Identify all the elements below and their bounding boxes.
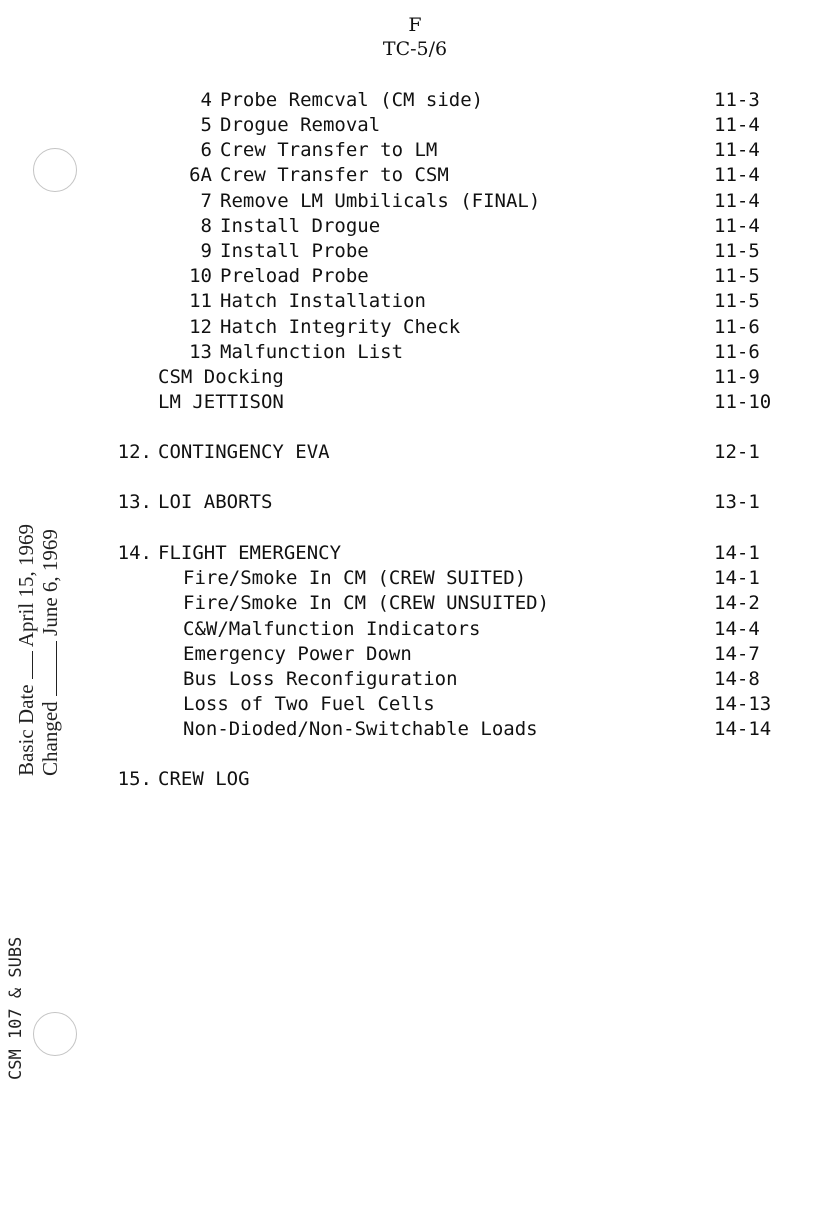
toc-label: CONTINGENCY EVA (158, 441, 330, 463)
toc-page: 14-1 (714, 567, 760, 589)
toc-page: 11-4 (714, 190, 760, 212)
toc-page: 11-5 (714, 290, 760, 312)
toc-number: 8 (200, 215, 212, 237)
toc-label: Malfunction List (220, 341, 404, 363)
toc-label: C&W/Malfunction Indicators (183, 618, 481, 640)
toc-page: 14-7 (714, 643, 760, 665)
basic-date-value: April 15, 1969 (14, 524, 38, 648)
basic-date-line (14, 524, 39, 776)
toc-page: 12-1 (714, 441, 760, 463)
binder-hole-top (33, 148, 77, 192)
toc-number: 12 (189, 316, 212, 338)
toc-page: 14-2 (714, 592, 760, 614)
toc-label: Preload Probe (220, 265, 369, 287)
toc-page: 11-9 (714, 366, 760, 388)
toc-row (0, 667, 830, 692)
toc-label: Drogue Removal (220, 114, 381, 136)
toc-page: 14-13 (714, 693, 772, 715)
toc-label: Fire/Smoke In CM (CREW UNSUITED) (183, 592, 550, 614)
toc-number: 6A (189, 164, 212, 186)
toc-label: Fire/Smoke In CM (CREW SUITED) (183, 567, 527, 589)
toc-page: 11-4 (714, 164, 760, 186)
toc-row (0, 642, 830, 667)
toc-page: 11-5 (714, 265, 760, 287)
toc-row (0, 138, 830, 163)
toc-row (0, 365, 830, 390)
toc-label: Bus Loss Reconfiguration (183, 668, 458, 690)
toc-label: CREW LOG (158, 768, 250, 790)
toc-number: 11 (189, 290, 212, 312)
toc-number: 7 (200, 190, 212, 212)
toc-label: Non-Dioded/Non-Switchable Loads (183, 718, 538, 740)
toc-label: Install Drogue (220, 215, 381, 237)
vehicle-label: CSM 107 & SUBS (6, 936, 26, 1080)
toc-label: Hatch Installation (220, 290, 426, 312)
toc-page: 11-4 (714, 114, 760, 136)
toc-number: 12. (117, 441, 152, 463)
toc-page: 11-4 (714, 139, 760, 161)
toc-row (0, 692, 830, 717)
toc-label: Hatch Integrity Check (220, 316, 461, 338)
toc-row (0, 566, 830, 591)
toc-page: 11-6 (714, 316, 760, 338)
toc-number: 4 (200, 89, 212, 111)
toc-row (0, 591, 830, 616)
toc-label: Emergency Power Down (183, 643, 412, 665)
toc-label: Loss of Two Fuel Cells (183, 693, 435, 715)
toc-label: Crew Transfer to CSM (220, 164, 449, 186)
changed-date-label: Changed (38, 701, 62, 776)
toc-row (0, 490, 830, 515)
toc-page: 11-4 (714, 215, 760, 237)
toc-number: 15. (117, 768, 152, 790)
toc-page: 11-6 (714, 341, 760, 363)
toc-number: 13. (117, 491, 152, 513)
toc-label: Crew Transfer to LM (220, 139, 438, 161)
toc-row (0, 239, 830, 264)
changed-date-line (38, 529, 63, 776)
toc-label: CSM Docking (158, 366, 284, 388)
toc-page: 14-8 (714, 668, 760, 690)
toc-row (0, 214, 830, 239)
toc-label: LOI ABORTS (158, 491, 273, 513)
toc-row (0, 289, 830, 314)
toc-row (0, 113, 830, 138)
toc-row (0, 617, 830, 642)
toc-label: Remove LM Umbilicals (FINAL) (220, 190, 541, 212)
toc-number: 14. (117, 542, 152, 564)
toc-row (0, 163, 830, 188)
toc-label: LM JETTISON (158, 391, 284, 413)
toc-row (0, 440, 830, 465)
toc-row (0, 541, 830, 566)
changed-date-underline (56, 641, 57, 696)
basic-date-label: Basic Date (14, 684, 38, 776)
binder-hole-bottom (33, 1012, 77, 1056)
header-letter: F (408, 14, 422, 36)
toc-number: 13 (189, 341, 212, 363)
toc-number: 5 (200, 114, 212, 136)
toc-row (0, 264, 830, 289)
toc-row (0, 717, 830, 742)
toc-label: FLIGHT EMERGENCY (158, 542, 342, 564)
toc-page: 11-10 (714, 391, 772, 413)
toc-row (0, 340, 830, 365)
toc-label: Install Probe (220, 240, 369, 262)
toc-page: 11-5 (714, 240, 760, 262)
toc-page: 14-14 (714, 718, 772, 740)
toc-page: 11-3 (714, 89, 760, 111)
toc-number: 10 (189, 265, 212, 287)
changed-date-value: June 6, 1969 (38, 529, 62, 636)
toc-label: Probe Remcval (CM side) (220, 89, 484, 111)
toc-row (0, 390, 830, 415)
toc-row (0, 88, 830, 113)
toc-row (0, 189, 830, 214)
toc-number: 9 (200, 240, 212, 262)
toc-row (0, 315, 830, 340)
document-code: TC-5/6 (382, 38, 448, 60)
toc-page: 14-1 (714, 542, 760, 564)
toc-page: 14-4 (714, 618, 760, 640)
basic-date-underline (32, 651, 33, 679)
toc-row (0, 767, 830, 792)
toc-page: 13-1 (714, 491, 760, 513)
toc-number: 6 (200, 139, 212, 161)
